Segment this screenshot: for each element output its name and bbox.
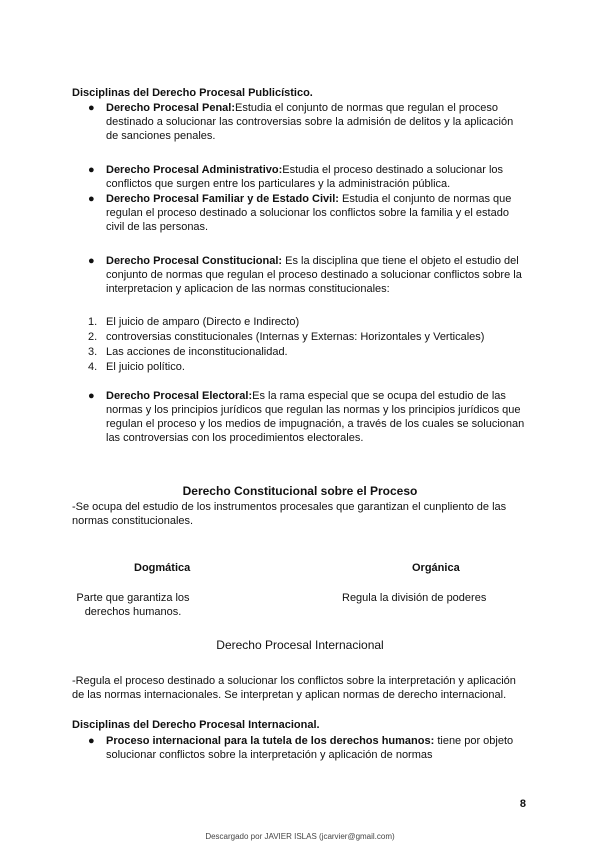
section-title-constitucional: Derecho Constitucional sobre el Proceso (182, 484, 418, 498)
item-label: Derecho Procesal Penal: (106, 102, 236, 114)
item-label: Derecho Procesal Administrativo: (106, 164, 283, 176)
item-text: Estudia el conjunto de normas que regulan el proceso destinado a solucionar las controversias sobre la admisión de delitos y la aplicación de sanciones penales. (106, 102, 514, 142)
footer-download-note: Descargado por JAVIER ISLAS (jcarvier@gmail.com) (205, 832, 395, 841)
bullet-icon: ● (88, 255, 95, 267)
item-number: 1. (88, 316, 98, 328)
list-item (88, 192, 528, 234)
heading-disciplinas-publicistico: Disciplinas del Derecho Procesal Publicístico. (72, 87, 313, 99)
item-text: Estudia el proceso destinado a solucionar los conflictos que surgen entre los particulares y la administración pública. (106, 164, 504, 190)
list-item (88, 389, 528, 445)
bullet-icon: ● (88, 390, 95, 402)
numbered-item (88, 330, 528, 344)
numbered-item (88, 360, 528, 374)
section-paragraph: -Se ocupa del estudio de los instrumentos procesales que garantizan el cunpliento de las normas constitucionales. (72, 501, 507, 527)
item-label: Derecho Procesal Familiar y de Estado Civil: (106, 193, 339, 205)
bullet-icon: ● (88, 735, 95, 747)
numbered-item (88, 345, 528, 359)
item-text: Estudia el conjunto de normas que regulan el proceso destinado a solucionar los conflictos sobre la familia y el estado civil de las personas. (106, 193, 512, 233)
section-title-internacional: Derecho Procesal Internacional (216, 638, 384, 652)
item-label: Proceso internacional para la tutela de los derechos humanos: (106, 735, 435, 747)
list-item (88, 734, 528, 762)
item-label: Derecho Procesal Electoral: (106, 390, 253, 402)
item-text: Las acciones de inconstitucionalidad. (106, 346, 288, 358)
bullet-icon: ● (88, 193, 95, 205)
numbered-item (88, 315, 528, 329)
bullet-icon: ● (88, 164, 95, 176)
list-item (88, 163, 528, 191)
section-paragraph: -Regula el proceso destinado a solucionar los conflictos sobre la interpretación y aplicación de las normas internacionales. Se interpretan y aplican normas de derecho internacional. (72, 675, 516, 701)
item-text: El juicio político. (106, 361, 185, 373)
heading-disciplinas-internacional: Disciplinas del Derecho Procesal Internacional. (72, 719, 320, 731)
page-number: 8 (519, 798, 526, 810)
column-text-organica: Regula la división de poderes (342, 592, 487, 604)
column-heading-organica: Orgánica (412, 562, 460, 574)
item-number: 2. (88, 331, 98, 343)
item-text: El juicio de amparo (Directo e Indirecto) (106, 316, 300, 328)
list-item (88, 101, 528, 143)
item-text: tiene por objeto solucionar conflictos sobre la interpretación y aplicación de normas (106, 735, 514, 761)
column-heading-dogmatica: Dogmática (134, 562, 191, 574)
item-text: Es la disciplina que tiene el objeto el estudio del conjunto de normas que regulan el proceso destinado a solucionar conflictos sobre la interpretacion y aplicacion de las normas constitucionales: (106, 255, 522, 295)
item-text: controversias constitucionales (Internas y Externas: Horizontales y Verticales) (106, 331, 485, 343)
bullet-icon: ● (88, 102, 95, 114)
item-label: Derecho Procesal Constitucional: (106, 255, 283, 267)
list-item (88, 254, 528, 296)
item-number: 3. (88, 346, 98, 358)
item-text: Es la rama especial que se ocupa del estudio de las normas y los principios jurídicos que regulan las normas y los principios jurídicos que regulan el proceso y los medios de impugnación, a través de los cuales se solucionan las controversias con los procedimientos electorales. (106, 390, 525, 444)
item-number: 4. (88, 361, 98, 373)
column-text-dogmatica: Parte que garantiza los derechos humanos. (76, 592, 190, 618)
